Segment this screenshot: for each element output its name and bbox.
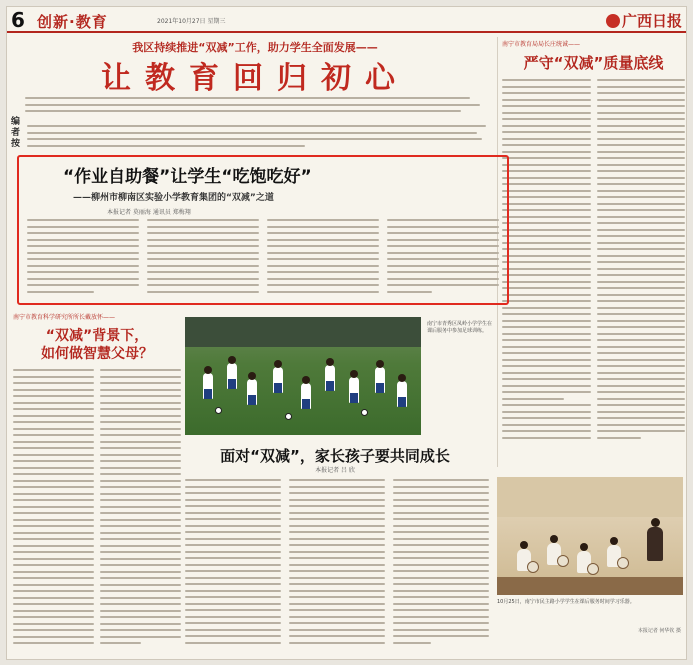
photo-background-trees [185, 317, 421, 347]
editor-note-label: 编者按 [11, 117, 21, 149]
right-article [497, 37, 685, 467]
middle-article-title: 面对“双减”，家长孩子要共同成长 [220, 447, 450, 465]
left-article-title-line2: 如何做智慧父母？ [41, 346, 153, 362]
newspaper-page [6, 6, 687, 660]
left-article-body [13, 369, 181, 649]
left-article [13, 312, 181, 657]
middle-article-byline: 本报记者 吕 欣 [315, 467, 355, 474]
music-photo-caption: 10月25日，南宁市民主路小学学生在课后服务时间学习乐器。 [497, 599, 635, 605]
featured-article-subtitle: ——柳州市柳南区实验小学教育集团的“双减”之道 [73, 193, 274, 203]
right-article-title: 严守“双减”质量底线 [523, 54, 664, 72]
photo-floor [497, 577, 683, 595]
photo-wall [497, 477, 683, 517]
left-article-kicker: 南宁市教育科学研究所所长戴放怀—— [13, 314, 116, 321]
page-number: 6 [11, 8, 25, 32]
issue-date: 2021年10月27日 星期三 [157, 18, 226, 25]
right-article-body [502, 79, 685, 443]
featured-article-body [27, 219, 499, 297]
banner-intro [25, 97, 489, 117]
music-class-photo [497, 477, 683, 595]
football-training-photo [185, 317, 421, 435]
banner-title: 让教育回归初心 [101, 61, 409, 96]
music-photo-byline: 本报记者 何华钦 摄 [637, 628, 681, 634]
middle-article-body [185, 479, 491, 648]
editor-note-text [27, 125, 491, 151]
banner-kicker: 我区持续推进“双减”工作，助力学生全面发展—— [132, 41, 378, 54]
logo-emblem-icon [606, 14, 620, 28]
section-title: 创新·教育 [37, 13, 108, 31]
newspaper-logo [606, 10, 682, 31]
top-banner [7, 35, 493, 120]
featured-article-box [17, 155, 509, 305]
masthead [7, 7, 687, 33]
right-article-kicker: 南宁市教育局局长庄统诚—— [502, 41, 581, 48]
left-article-title-line1: “双减”背景下， [45, 328, 149, 344]
featured-article-byline: 本报记者 莫丽海 通讯员 郑梅翔 [107, 209, 191, 216]
music-class-section [497, 477, 685, 657]
featured-article-title: “作业自助餐”让学生“吃饱吃好” [63, 167, 312, 187]
left-article-title [13, 327, 181, 363]
photo-caption: 南宁市青秀区凤岭小学学生在课后服务中参加足球训练。 [427, 321, 493, 334]
logo-text: 广西日报 [621, 12, 682, 30]
